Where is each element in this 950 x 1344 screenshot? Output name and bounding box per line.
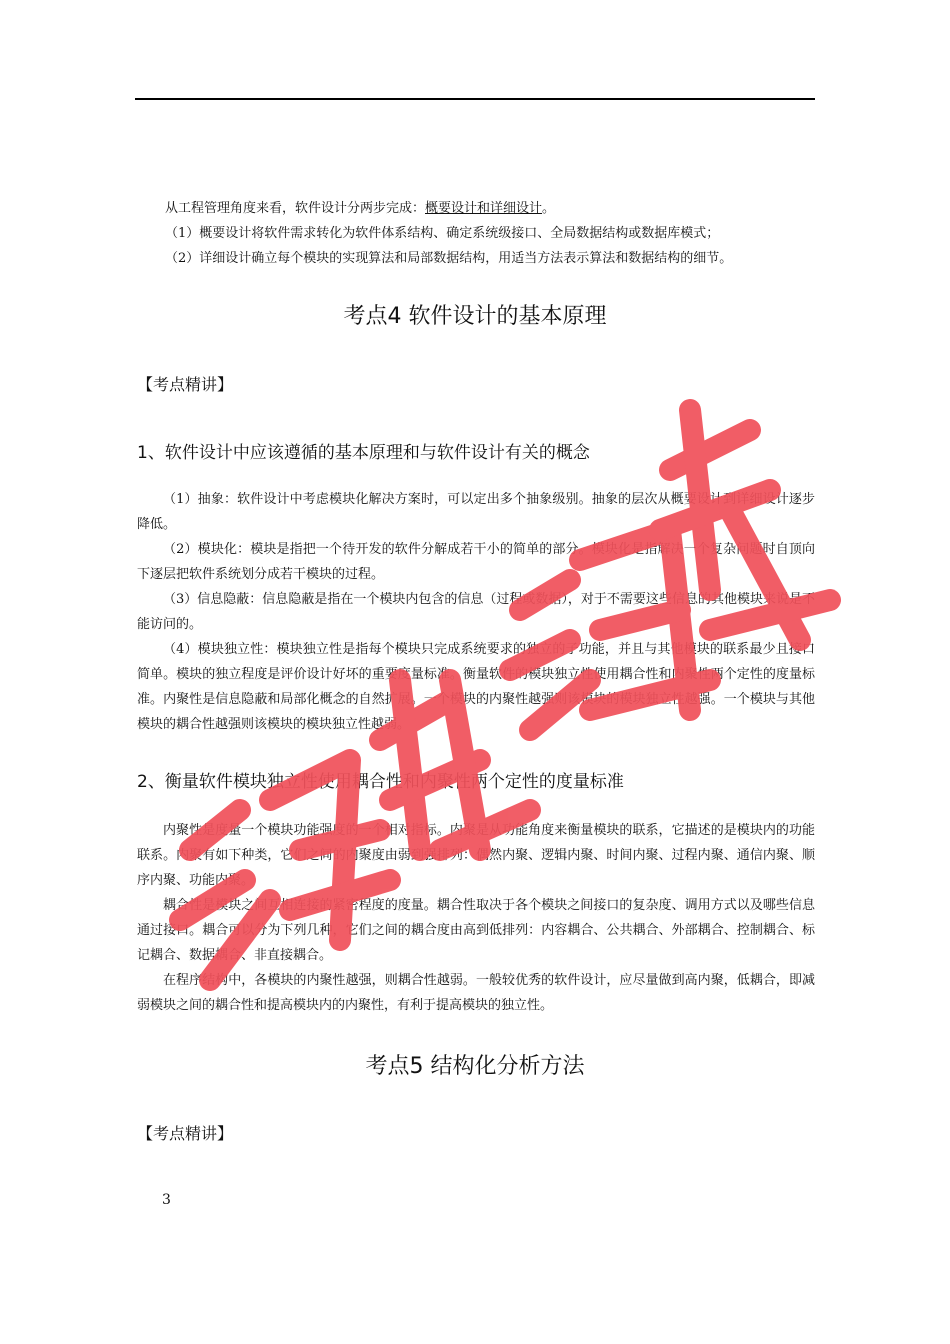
intro-line-2: （1）概要设计将软件需求转化为软件体系结构、确定系统级接口、全局数据结构或数据库模式； [165, 226, 720, 241]
paragraph-module-independence: （4）模块独立性：模块独立性是指每个模块只完成系统要求的独立的子功能，并且与其他模块的联系最少且接口简单。模块的独立程度是评价设计好坏的重要度量标准。衡量软件的模块独立性使用耦合性和内聚性两个定性的度量标准。内聚性是信息隐蔽和局部化概念的自然扩展。一个模块的内聚性越强则该模块的模块独立性越强。一个模块与其他模块的耦合性越强则该模块的模块独立性越弱。 [137, 642, 815, 732]
intro-line-1 [165, 197, 555, 216]
section-4-bracket-heading: 【考点精讲】 [137, 375, 234, 394]
paragraph-high-cohesion-low-coupling: 在程序结构中，各模块的内聚性越强，则耦合性越弱。一般较优秀的软件设计，应尽量做到高内聚，低耦合，即减弱模块之间的耦合性和提高模块内的内聚性，有利于提高模块的独立性。 [137, 973, 815, 1013]
section-4-subheading-2: 2、衡量软件模块独立性使用耦合性和内聚性两个定性的度量标准 [137, 772, 624, 792]
header-rule [135, 98, 815, 100]
section-5-title: 考点5 结构化分析方法 [365, 1054, 585, 1079]
intro-line-1-suffix: 。 [542, 201, 556, 216]
paragraph-information-hiding: （3）信息隐蔽：信息隐蔽是指在一个模块内包含的信息（过程或数据），对于不需要这些信息的其他模块来说是不能访问的。 [137, 592, 815, 632]
section-4-title: 考点4 软件设计的基本原理 [343, 304, 607, 329]
paragraph-modularity: （2）模块化：模块是指把一个待开发的软件分解成若干小的简单的部分。模块化是指解决一个复杂问题时自顶向下逐层把软件系统划分成若干模块的过程。 [137, 542, 815, 582]
intro-line-3: （2）详细设计确立每个模块的实现算法和局部数据结构，用适当方法表示算法和数据结构的细节。 [165, 251, 733, 266]
paragraph-coupling: 耦合性是模块之间互相连接的紧密程度的度量。耦合性取决于各个模块之间接口的复杂度、调用方式以及哪些信息通过接口。耦合可以分为下列几种，它们之间的耦合度由高到低排列：内容耦合、公共耦合、外部耦合、控制耦合、标记耦合、数据耦合、非直接耦合。 [137, 898, 815, 963]
intro-link-text: 概要设计和详细设计 [425, 201, 543, 216]
page-number: 3 [162, 1192, 171, 1208]
paragraph-abstraction: （1）抽象：软件设计中考虑模块化解决方案时，可以定出多个抽象级别。抽象的层次从概要设计到详细设计逐步降低。 [137, 492, 815, 532]
paragraph-cohesion: 内聚性是度量一个模块功能强度的一个相对指标。内聚是从功能角度来衡量模块的联系，它描述的是模块内的功能联系。内聚有如下种类，它们之间的内聚度由弱到强排列：偶然内聚、逻辑内聚、时间内聚、过程内聚、通信内聚、顺序内聚、功能内聚。 [137, 823, 815, 888]
section-5-bracket-heading: 【考点精讲】 [137, 1124, 234, 1143]
section-4-subheading-1: 1、软件设计中应该遵循的基本原理和与软件设计有关的概念 [137, 443, 590, 463]
intro-line-1-prefix: 从工程管理角度来看，软件设计分两步完成： [165, 201, 426, 216]
